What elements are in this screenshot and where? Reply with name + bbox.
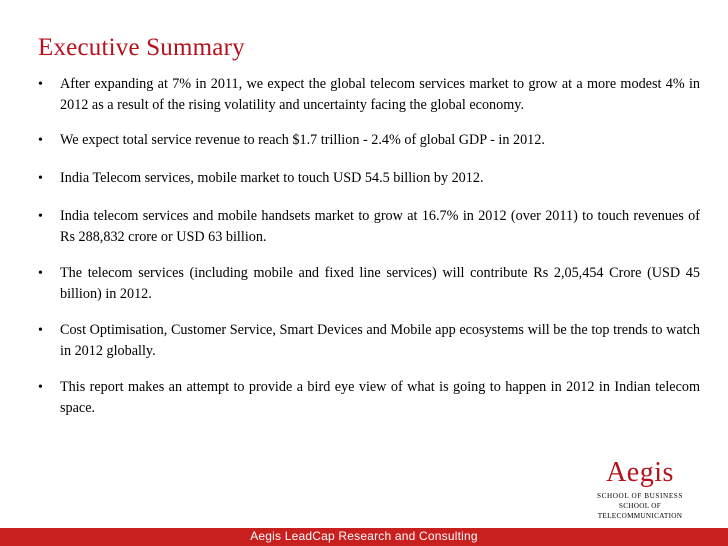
logo-tagline-business: SCHOOL OF BUSINESS	[596, 492, 684, 500]
bullet-text: India Telecom services, mobile market to touch USD 54.5 billion by 2012.	[60, 170, 484, 186]
bullet-list	[38, 74, 700, 419]
bullet-marker: •	[38, 266, 43, 281]
logo-tagline-telecom: SCHOOL OF TELECOMMUNICATION	[597, 502, 683, 520]
footer-text: Aegis LeadCap Research and Consulting	[250, 529, 478, 543]
bullet-item	[38, 377, 700, 419]
bullet-marker: •	[38, 77, 43, 92]
bullet-marker: •	[38, 171, 43, 186]
footer-bar	[0, 528, 728, 546]
bullet-item	[38, 74, 700, 116]
bullet-marker: •	[38, 380, 43, 395]
bullet-item	[38, 263, 700, 305]
logo-wordmark: Aegis	[606, 457, 674, 488]
bullet-item	[38, 206, 700, 248]
bullet-item	[38, 168, 700, 189]
bullet-text: Cost Optimisation, Customer Service, Smart Devices and Mobile app ecosystems will be the top trends to watch in 2012 globally.	[60, 322, 700, 359]
bullet-text: We expect total service revenue to reach $1.7 trillion - 2.4% of global GDP - in 2012.	[60, 132, 545, 148]
bullet-text: After expanding at 7% in 2011, we expect the global telecom services market to grow at a more modest 4% in 2012 as a result of the rising volatility and uncertainty facing the global economy.	[60, 76, 700, 113]
bullet-marker: •	[38, 133, 43, 148]
bullet-marker: •	[38, 209, 43, 224]
aegis-logo	[584, 458, 696, 520]
bullet-text: The telecom services (including mobile and fixed line services) will contribute Rs 2,05,454 Crore (USD 45 billion) in 2012.	[60, 265, 700, 302]
bullet-item	[38, 130, 700, 151]
bullet-text: India telecom services and mobile handsets market to grow at 16.7% in 2012 (over 2011) to touch revenues of Rs 288,832 crore or USD 63 billion.	[60, 208, 700, 245]
bullet-text: This report makes an attempt to provide a bird eye view of what is going to happen in 2012 in Indian telecom space.	[60, 379, 700, 416]
bullet-item	[38, 320, 700, 362]
bullet-marker: •	[38, 323, 43, 338]
slide-title: Executive Summary	[38, 34, 245, 61]
